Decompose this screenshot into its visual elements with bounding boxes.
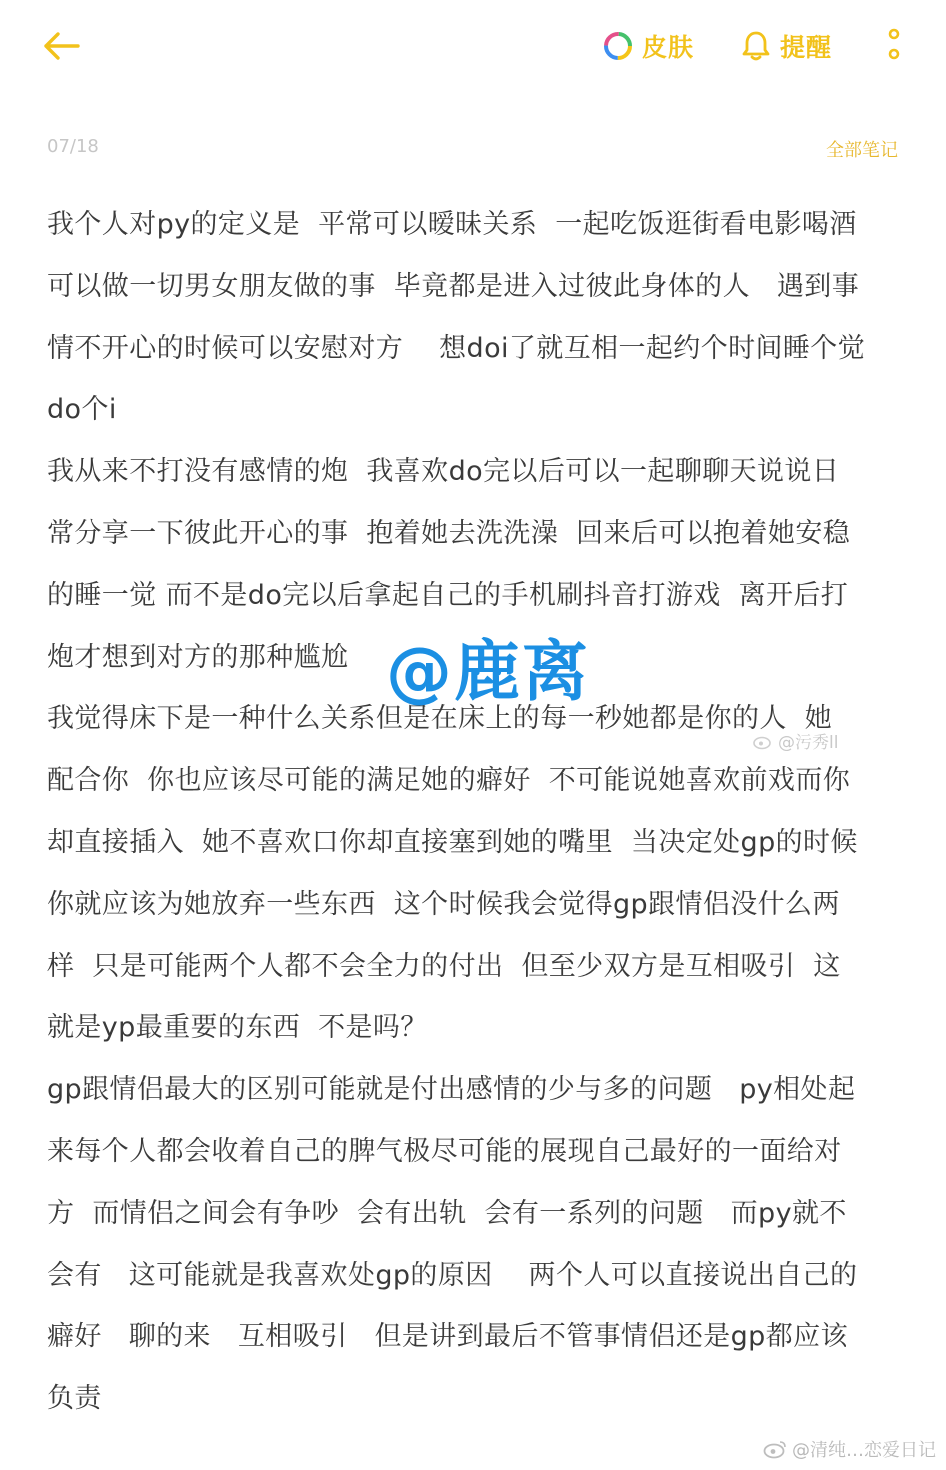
watermark-main: @鹿离 <box>386 633 590 710</box>
back-button[interactable] <box>40 26 84 66</box>
back-arrow-icon <box>40 26 84 66</box>
note-line: 负责 <box>47 1383 102 1415</box>
remind-button[interactable] <box>740 26 832 66</box>
skin-button[interactable] <box>602 26 694 66</box>
note-line: 的睡一觉 而不是do完以后拿起自己的手机刷抖音打游戏 离开后打 <box>47 579 849 611</box>
top-bar <box>0 0 946 96</box>
watermark-bottom-text: @清纯…恋爱日记 <box>792 1440 936 1461</box>
note-line: gp跟情侣最大的区别可能就是付出感情的少与多的问题 py相处起 <box>47 1074 856 1106</box>
note-line: 样 只是可能两个人都不会全力的付出 但至少双方是互相吸引 这 <box>47 950 841 982</box>
note-line: 却直接插入 她不喜欢口你却直接塞到她的嘴里 当决定处gp的时候 <box>47 826 858 858</box>
note-line: do个i <box>47 394 117 426</box>
note-line: 配合你 你也应该尽可能的满足她的癖好 不可能说她喜欢前戏而你 <box>47 765 851 797</box>
note-line: 来每个人都会收着自己的脾气极尽可能的展现自己最好的一面给对 <box>47 1135 842 1167</box>
skin-label: 皮肤 <box>642 33 695 62</box>
watermark-bottom <box>762 1436 936 1462</box>
note-line: 癖好 聊的来 互相吸引 但是讲到最后不管事情侣还是gp都应该 <box>47 1321 848 1353</box>
weibo-icon <box>762 1439 788 1459</box>
more-menu-button[interactable] <box>880 24 908 68</box>
note-line: 你就应该为她放弃一些东西 这个时候我会觉得gp跟情侣没什么两 <box>47 888 840 920</box>
note-line: 我觉得床下是一种什么关系但是在床上的每一秒她都是你的人 她 <box>47 703 833 735</box>
more-vertical-icon <box>880 24 908 68</box>
note-line: 会有 这可能就是我喜欢处gp的原因 两个人可以直接说出自己的 <box>47 1259 858 1291</box>
note-line: 常分享一下彼此开心的事 抱着她去洗洗澡 回来后可以抱着她安稳 <box>47 517 851 549</box>
note-line: 我从来不打没有感情的炮 我喜欢do完以后可以一起聊聊天说说日 <box>47 456 840 488</box>
note-line: 情不开心的时候可以安慰对方 想doi了就互相一起约个时间睡个觉 <box>47 332 866 364</box>
note-line: 炮才想到对方的那种尴尬 <box>47 641 349 673</box>
note-line: 就是yp最重要的东西 不是吗？ <box>47 1012 428 1044</box>
all-notes-link[interactable]: 全部笔记 <box>826 140 898 161</box>
note-line: 我个人对py的定义是 平常可以暧昧关系 一起吃饭逛街看电影喝酒 <box>47 209 857 240</box>
watermark-faint-text: @污秀ll <box>778 733 839 753</box>
note-date: 07/18 <box>47 136 99 157</box>
note-line: 可以做一切男女朋友做的事 毕竟都是进入过彼此身体的人 遇到事 <box>47 270 860 302</box>
watermark-faint <box>752 728 838 753</box>
note-body <box>47 194 907 1430</box>
skin-ring-icon <box>602 30 634 62</box>
bell-icon <box>740 29 772 63</box>
weibo-icon <box>752 732 774 750</box>
note-line: 方 而情侣之间会有争吵 会有出轨 会有一系列的问题 而py就不 <box>47 1197 847 1229</box>
remind-label: 提醒 <box>780 33 833 62</box>
